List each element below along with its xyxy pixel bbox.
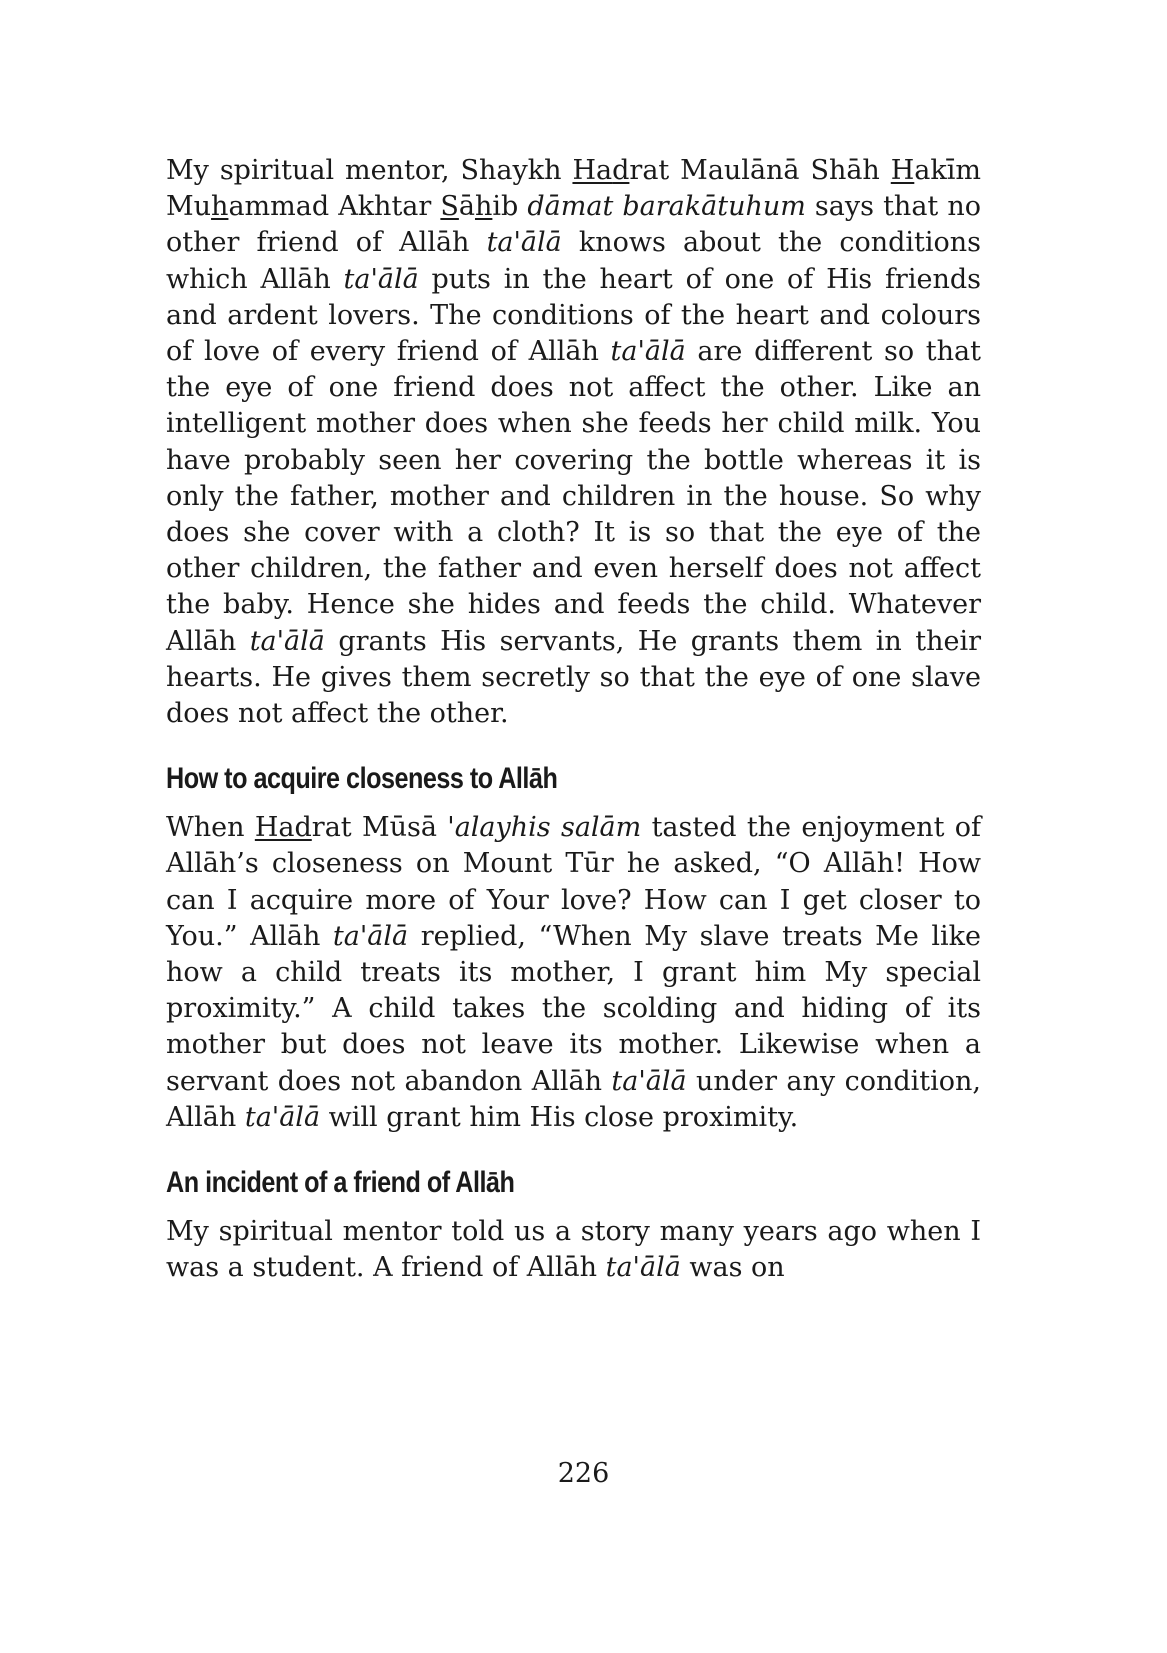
italic-term: ta'ālā (332, 920, 409, 952)
italic-term: ta'ālā (605, 1252, 681, 1284)
heading-incident: An incident of a friend of Allāh (166, 1166, 515, 1200)
transliteration-mark: S (440, 191, 459, 223)
transliteration-mark: d (612, 155, 630, 186)
italic-term: ta'ālā (343, 263, 419, 295)
italic-term: ta'ālā (244, 1101, 321, 1133)
heading-closeness: How to acquire closeness to Allāh (166, 762, 558, 796)
transliteration-mark: H (890, 155, 915, 186)
paragraph-musa: When Hadrat Mūsā 'alayhis salām tasted the enjoyment of Allāh’s closeness on Mount Tūr he asked, “O Allāh! How can I acquire more of Your love? How can I get closer to You.” Allāh ta'ālā replied, “When My slave treats Me like how a child treats its mother, I grant him My special proximity.” A child takes the scolding and hiding of its mother but does not leave its mother. Likewise when a servant does not abandon Allāh ta'ālā under any condition, Allāh ta'ālā will grant him His close proximity. (166, 812, 981, 1133)
italic-term: ta'ālā (610, 336, 686, 368)
paragraph-spiritual-mentor: My spiritual mentor, Shaykh Hadrat Maulānā Shāh Hakīm Muhammad Akhtar Sāhib dāmat barakātuhum says that no other friend of Allāh ta'ālā knows about the conditions which Allāh ta'ālā puts in the heart of one of His friends and ardent lovers. The conditions of the heart and colours of love of every friend of Allāh ta'ālā are different so that the eye of one friend does not affect the other. Like an intelligent mother does when she feeds her child milk. You have probably seen her covering the bottle whereas it is only the father, mother and children in the house. So why does she cover with a cloth? It is so that the eye of the other children, the father and even herself does not affect the baby. Hence she hides and feeds the child. Whatever Allāh ta'ālā grants His servants, He grants them in their hearts. He gives them secretly so that the eye of one slave does not affect the other. (166, 155, 981, 730)
italic-term: ta'ālā (249, 625, 325, 657)
page-body (166, 153, 981, 1286)
transliteration-mark: d (294, 812, 312, 844)
transliteration-mark: h (474, 191, 493, 223)
italic-term: ta'ālā (611, 1065, 687, 1097)
transliteration-mark: h (211, 191, 229, 223)
italic-term: 'alayhis salām (447, 812, 642, 844)
paragraph-incident: My spiritual mentor told us a story many years ago when I was a student. A friend of Allāh ta'ālā was on (166, 1216, 981, 1284)
transliteration-mark: Ha (254, 812, 295, 844)
italic-term: ta'ālā (486, 227, 562, 259)
italic-term: dāmat barakātuhum (527, 191, 806, 223)
page-number: 226 (557, 1458, 610, 1489)
transliteration-mark: Ha (572, 155, 613, 186)
